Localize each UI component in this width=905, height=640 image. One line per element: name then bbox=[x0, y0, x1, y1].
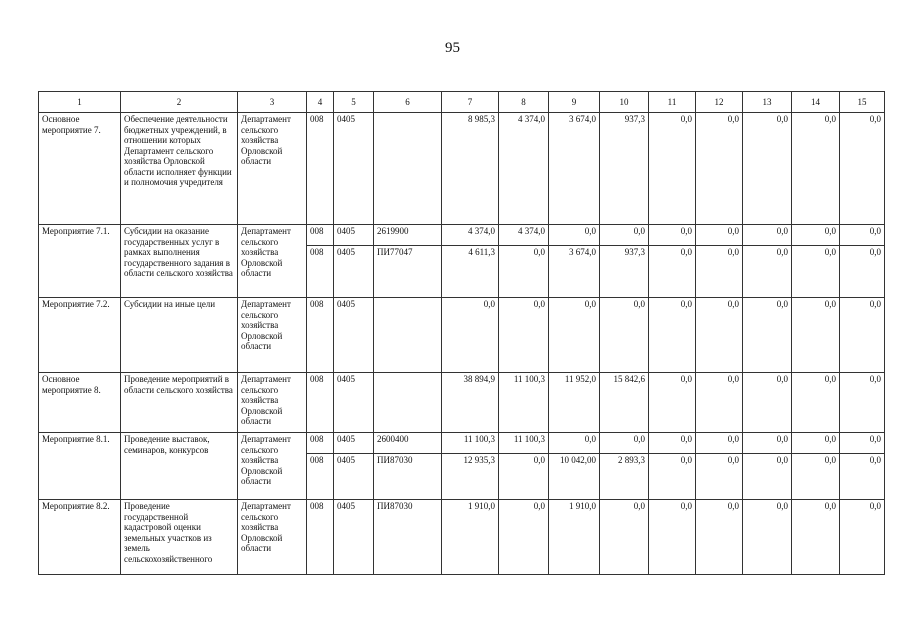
responsible-department-cell: Департамент сельского хозяйства Орловской области bbox=[238, 113, 307, 225]
table-body bbox=[39, 113, 885, 575]
year-2-amount-cell: 10 042,00 bbox=[549, 454, 600, 500]
budget-table bbox=[38, 91, 885, 575]
year-7-amount-cell: 0,0 bbox=[792, 298, 840, 373]
glava-code-cell: 008 bbox=[307, 500, 334, 575]
year-7-amount-cell: 0,0 bbox=[792, 225, 840, 246]
year-1-amount-cell: 0,0 bbox=[499, 454, 549, 500]
total-amount-cell: 11 100,3 bbox=[442, 433, 499, 454]
year-4-amount-cell: 0,0 bbox=[649, 454, 696, 500]
total-amount-cell: 8 985,3 bbox=[442, 113, 499, 225]
target-article-code-cell bbox=[374, 298, 442, 373]
year-5-amount-cell: 0,0 bbox=[696, 373, 743, 433]
year-7-amount-cell: 0,0 bbox=[792, 500, 840, 575]
year-8-amount-cell: 0,0 bbox=[840, 500, 885, 575]
year-7-amount-cell: 0,0 bbox=[792, 454, 840, 500]
year-1-amount-cell: 11 100,3 bbox=[499, 373, 549, 433]
year-5-amount-cell: 0,0 bbox=[696, 113, 743, 225]
measure-description-cell: Субсидии на иные цели bbox=[121, 298, 238, 373]
year-8-amount-cell: 0,0 bbox=[840, 373, 885, 433]
table-row bbox=[39, 113, 885, 225]
year-2-amount-cell: 1 910,0 bbox=[549, 500, 600, 575]
year-6-amount-cell: 0,0 bbox=[743, 246, 792, 298]
target-article-code-cell: 2600400 bbox=[374, 433, 442, 454]
year-4-amount-cell: 0,0 bbox=[649, 298, 696, 373]
responsible-department-cell: Департамент сельского хозяйства Орловской области bbox=[238, 373, 307, 433]
section-code-cell: 0405 bbox=[334, 298, 374, 373]
year-3-amount-cell: 2 893,3 bbox=[600, 454, 649, 500]
year-3-amount-cell: 0,0 bbox=[600, 433, 649, 454]
year-2-amount-cell: 11 952,0 bbox=[549, 373, 600, 433]
year-1-amount-cell: 0,0 bbox=[499, 246, 549, 298]
year-4-amount-cell: 0,0 bbox=[649, 225, 696, 246]
glava-code-cell: 008 bbox=[307, 433, 334, 454]
column-header: 2 bbox=[121, 92, 238, 113]
year-8-amount-cell: 0,0 bbox=[840, 246, 885, 298]
responsible-department-cell: Департамент сельского хозяйства Орловской области bbox=[238, 225, 307, 298]
column-header: 11 bbox=[649, 92, 696, 113]
glava-code-cell: 008 bbox=[307, 298, 334, 373]
column-header: 3 bbox=[238, 92, 307, 113]
table-row bbox=[39, 500, 885, 575]
measure-name-cell: Основное мероприятие 7. bbox=[39, 113, 121, 225]
table-row bbox=[39, 433, 885, 454]
target-article-code-cell: 2619900 bbox=[374, 225, 442, 246]
year-7-amount-cell: 0,0 bbox=[792, 246, 840, 298]
target-article-code-cell: ПИ87030 bbox=[374, 454, 442, 500]
target-article-code-cell: ПИ77047 bbox=[374, 246, 442, 298]
year-3-amount-cell: 937,3 bbox=[600, 113, 649, 225]
year-6-amount-cell: 0,0 bbox=[743, 298, 792, 373]
total-amount-cell: 1 910,0 bbox=[442, 500, 499, 575]
year-5-amount-cell: 0,0 bbox=[696, 298, 743, 373]
column-header: 9 bbox=[549, 92, 600, 113]
year-8-amount-cell: 0,0 bbox=[840, 298, 885, 373]
measure-name-cell: Мероприятие 7.2. bbox=[39, 298, 121, 373]
measure-description-cell: Субсидии на оказание государственных услуг в рамках выполнения государственного задания в области сельского хозяйства bbox=[121, 225, 238, 298]
measure-name-cell: Мероприятие 8.1. bbox=[39, 433, 121, 500]
column-header: 15 bbox=[840, 92, 885, 113]
year-1-amount-cell: 0,0 bbox=[499, 500, 549, 575]
column-header: 13 bbox=[743, 92, 792, 113]
year-1-amount-cell: 11 100,3 bbox=[499, 433, 549, 454]
total-amount-cell: 4 374,0 bbox=[442, 225, 499, 246]
year-8-amount-cell: 0,0 bbox=[840, 433, 885, 454]
measure-description-cell: Проведение государственной кадастровой оценки земельных участков из земель сельскохозяйственного bbox=[121, 500, 238, 575]
table-row bbox=[39, 225, 885, 246]
table-row bbox=[39, 373, 885, 433]
glava-code-cell: 008 bbox=[307, 113, 334, 225]
year-5-amount-cell: 0,0 bbox=[696, 454, 743, 500]
year-2-amount-cell: 0,0 bbox=[549, 433, 600, 454]
table-row bbox=[39, 298, 885, 373]
section-code-cell: 0405 bbox=[334, 500, 374, 575]
column-header: 12 bbox=[696, 92, 743, 113]
year-6-amount-cell: 0,0 bbox=[743, 225, 792, 246]
measure-name-cell: Основное мероприятие 8. bbox=[39, 373, 121, 433]
year-6-amount-cell: 0,0 bbox=[743, 113, 792, 225]
year-4-amount-cell: 0,0 bbox=[649, 373, 696, 433]
year-6-amount-cell: 0,0 bbox=[743, 454, 792, 500]
glava-code-cell: 008 bbox=[307, 373, 334, 433]
measure-description-cell: Обеспечение деятельности бюджетных учреждений, в отношении которых Департамент сельского хозяйства Орловской области исполняет функции и полномочия учредителя bbox=[121, 113, 238, 225]
year-2-amount-cell: 3 674,0 bbox=[549, 246, 600, 298]
column-header: 1 bbox=[39, 92, 121, 113]
glava-code-cell: 008 bbox=[307, 225, 334, 246]
year-8-amount-cell: 0,0 bbox=[840, 454, 885, 500]
measure-description-cell: Проведение мероприятий в области сельского хозяйства bbox=[121, 373, 238, 433]
header-row bbox=[39, 92, 885, 113]
year-5-amount-cell: 0,0 bbox=[696, 500, 743, 575]
year-3-amount-cell: 0,0 bbox=[600, 298, 649, 373]
year-6-amount-cell: 0,0 bbox=[743, 433, 792, 454]
responsible-department-cell: Департамент сельского хозяйства Орловской области bbox=[238, 500, 307, 575]
glava-code-cell: 008 bbox=[307, 454, 334, 500]
year-5-amount-cell: 0,0 bbox=[696, 225, 743, 246]
section-code-cell: 0405 bbox=[334, 373, 374, 433]
year-1-amount-cell: 0,0 bbox=[499, 298, 549, 373]
total-amount-cell: 38 894,9 bbox=[442, 373, 499, 433]
column-header: 6 bbox=[374, 92, 442, 113]
measure-name-cell: Мероприятие 7.1. bbox=[39, 225, 121, 298]
target-article-code-cell: ПИ87030 bbox=[374, 500, 442, 575]
year-3-amount-cell: 0,0 bbox=[600, 225, 649, 246]
year-4-amount-cell: 0,0 bbox=[649, 113, 696, 225]
year-1-amount-cell: 4 374,0 bbox=[499, 225, 549, 246]
total-amount-cell: 0,0 bbox=[442, 298, 499, 373]
section-code-cell: 0405 bbox=[334, 225, 374, 246]
target-article-code-cell bbox=[374, 373, 442, 433]
year-5-amount-cell: 0,0 bbox=[696, 246, 743, 298]
year-8-amount-cell: 0,0 bbox=[840, 113, 885, 225]
year-5-amount-cell: 0,0 bbox=[696, 433, 743, 454]
total-amount-cell: 4 611,3 bbox=[442, 246, 499, 298]
year-6-amount-cell: 0,0 bbox=[743, 373, 792, 433]
year-4-amount-cell: 0,0 bbox=[649, 246, 696, 298]
column-header: 14 bbox=[792, 92, 840, 113]
year-6-amount-cell: 0,0 bbox=[743, 500, 792, 575]
year-2-amount-cell: 3 674,0 bbox=[549, 113, 600, 225]
year-7-amount-cell: 0,0 bbox=[792, 433, 840, 454]
column-header: 10 bbox=[600, 92, 649, 113]
glava-code-cell: 008 bbox=[307, 246, 334, 298]
year-4-amount-cell: 0,0 bbox=[649, 500, 696, 575]
column-header: 7 bbox=[442, 92, 499, 113]
responsible-department-cell: Департамент сельского хозяйства Орловской области bbox=[238, 433, 307, 500]
page-number: 95 bbox=[445, 40, 460, 56]
year-4-amount-cell: 0,0 bbox=[649, 433, 696, 454]
measure-name-cell: Мероприятие 8.2. bbox=[39, 500, 121, 575]
year-7-amount-cell: 0,0 bbox=[792, 113, 840, 225]
year-1-amount-cell: 4 374,0 bbox=[499, 113, 549, 225]
target-article-code-cell bbox=[374, 113, 442, 225]
column-header: 5 bbox=[334, 92, 374, 113]
section-code-cell: 0405 bbox=[334, 433, 374, 454]
measure-description-cell: Проведение выставок, семинаров, конкурсов bbox=[121, 433, 238, 500]
responsible-department-cell: Департамент сельского хозяйства Орловской области bbox=[238, 298, 307, 373]
section-code-cell: 0405 bbox=[334, 246, 374, 298]
year-3-amount-cell: 0,0 bbox=[600, 500, 649, 575]
year-7-amount-cell: 0,0 bbox=[792, 373, 840, 433]
total-amount-cell: 12 935,3 bbox=[442, 454, 499, 500]
year-2-amount-cell: 0,0 bbox=[549, 298, 600, 373]
column-header: 8 bbox=[499, 92, 549, 113]
year-3-amount-cell: 15 842,6 bbox=[600, 373, 649, 433]
year-2-amount-cell: 0,0 bbox=[549, 225, 600, 246]
section-code-cell: 0405 bbox=[334, 454, 374, 500]
section-code-cell: 0405 bbox=[334, 113, 374, 225]
year-3-amount-cell: 937,3 bbox=[600, 246, 649, 298]
column-header: 4 bbox=[307, 92, 334, 113]
year-8-amount-cell: 0,0 bbox=[840, 225, 885, 246]
